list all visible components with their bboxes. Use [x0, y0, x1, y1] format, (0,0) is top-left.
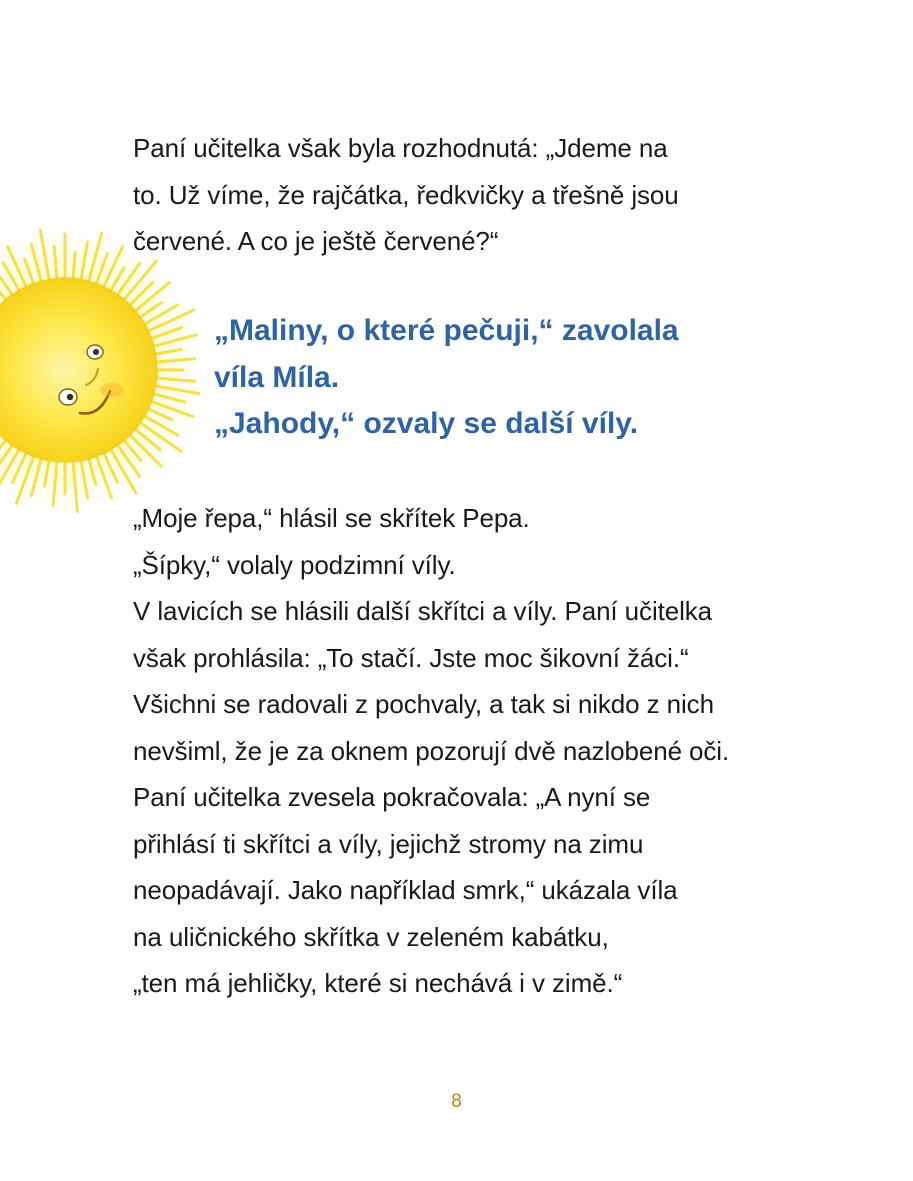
body-line-2: „Šípky,“ volaly podzimní víly.	[133, 549, 456, 580]
body-line-4: však prohlásila: „To stačí. Jste moc šikovní žáci.“	[133, 642, 689, 673]
intro-line-3: červené. A co je ještě červené?“	[133, 226, 499, 256]
body-line-1: „Moje řepa,“ hlásil se skřítek Pepa.	[133, 503, 530, 533]
body-line-6: nevšiml, že je za oknem pozorují dvě nazlobené oči.	[133, 735, 730, 766]
intro-line-1: Paní učitelka však byla rozhodnutá: „Jdeme na	[133, 133, 668, 163]
body-line-5: Všichni se radovali z pochvaly, a tak si nikdo z nich	[133, 689, 714, 719]
intro-line-2: to. Už víme, že rajčátka, ředkvičky a třešně jsou	[133, 179, 679, 210]
highlighted-dialogue	[214, 308, 854, 448]
intro-paragraph	[133, 125, 873, 265]
dialogue-line-2: víla Míla.	[214, 360, 340, 394]
body-line-7: Paní učitelka zvesela pokračovala: „A nyní se	[133, 782, 651, 812]
body-line-3: V lavicích se hlásili další skřítci a víly. Paní učitelka	[133, 596, 713, 626]
dialogue-line-3: „Jahody,“ ozvaly se další víly.	[214, 407, 639, 440]
body-line-11: „ten má jehličky, které si nechává i v zimě.“	[133, 968, 623, 998]
body-line-10: na uličnického skřítka v zeleném kabátku,	[133, 921, 609, 952]
page-number: 8	[451, 1091, 462, 1112]
body-line-8: přihlásí ti skřítci a víly, jejichž stromy na zimu	[133, 828, 644, 859]
dialogue-line-1: „Maliny, o které pečuji,“ zavolala	[214, 314, 679, 347]
main-paragraph	[133, 495, 873, 1007]
smiling-sun-icon	[0, 225, 200, 515]
body-line-9: neopadávají. Jako například smrk,“ ukázala víla	[133, 875, 678, 905]
